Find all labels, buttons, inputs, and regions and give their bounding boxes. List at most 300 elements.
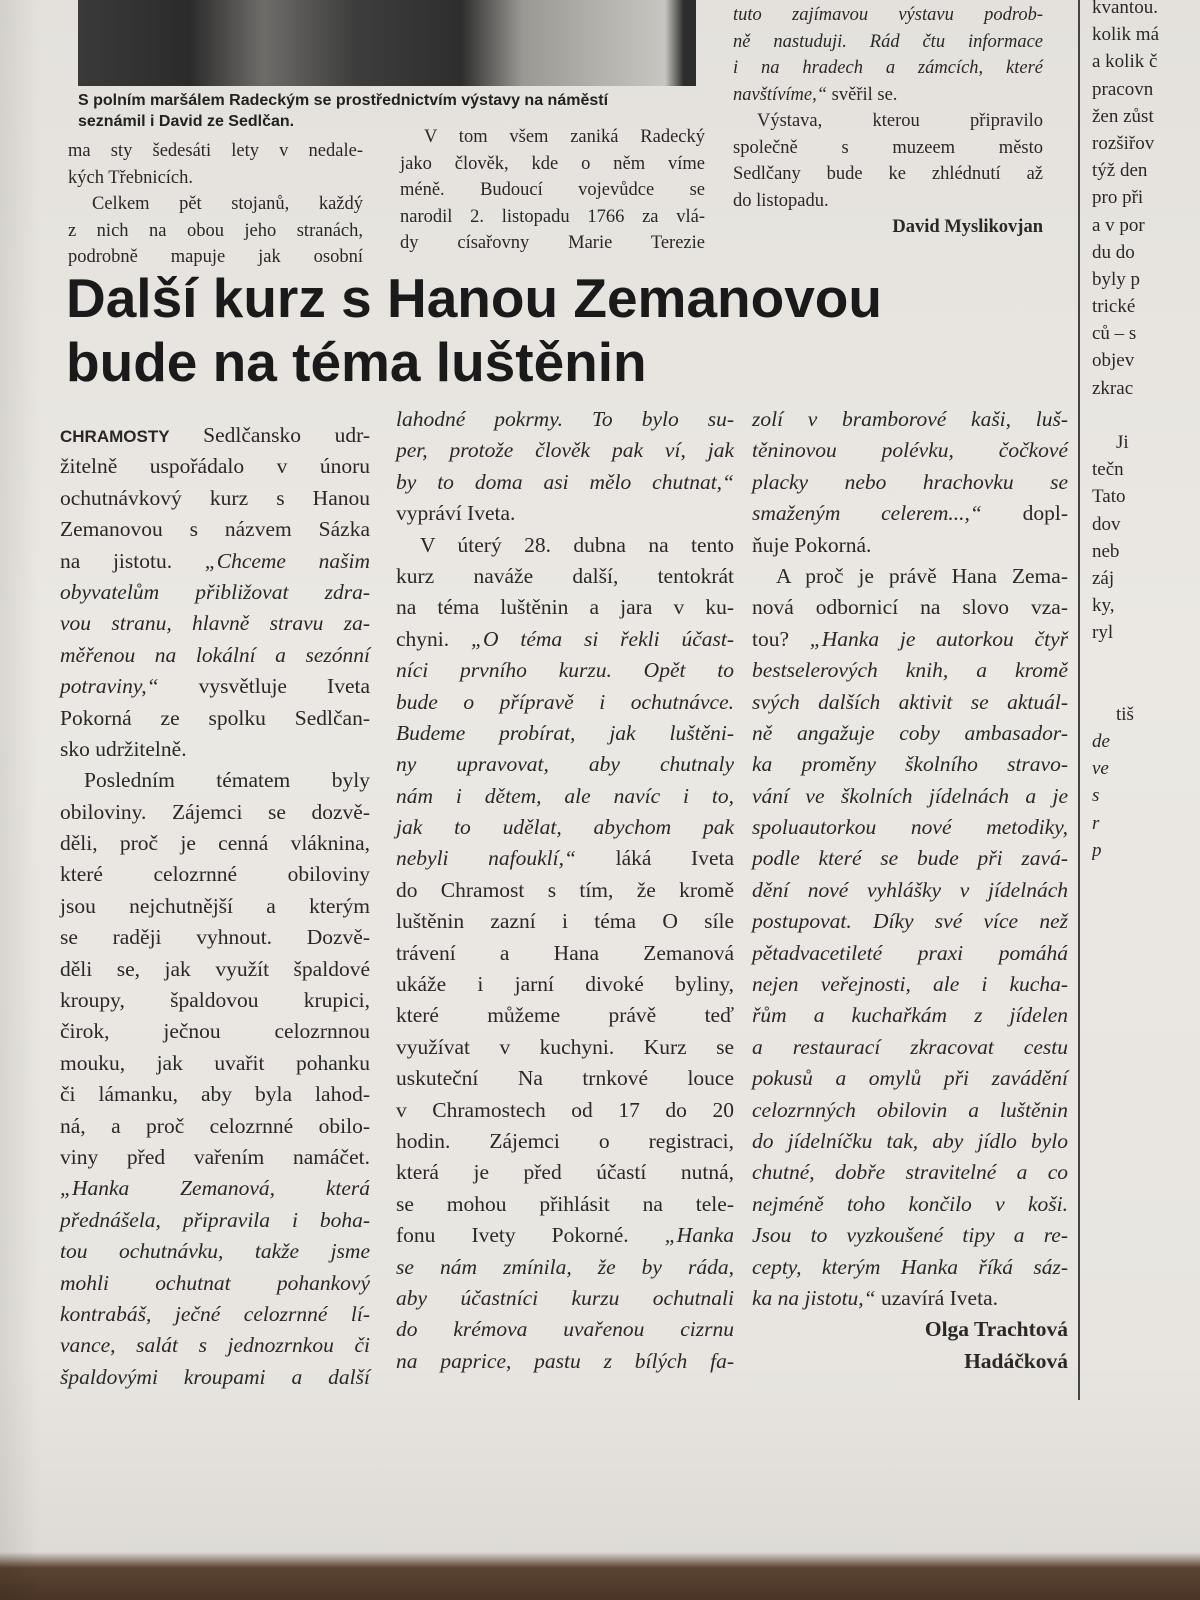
body-text: záj	[1092, 567, 1115, 589]
text-line	[1092, 402, 1200, 429]
text-line	[396, 1126, 734, 1157]
text-line	[396, 435, 734, 466]
text-line	[396, 498, 734, 529]
italic-quote-text: „Chceme našim	[204, 548, 370, 573]
body-text: obiloviny. Zájemci se dozvě-	[60, 799, 370, 824]
text-line	[1092, 728, 1200, 755]
body-text: žitelně uspořádalo v únoru	[60, 454, 370, 479]
column-divider	[1078, 0, 1080, 1400]
text-line	[396, 843, 734, 874]
italic-quote-text: těninovou polévku, čočkové	[752, 438, 1068, 463]
text-line	[60, 891, 370, 922]
next-article-column	[1092, 0, 1200, 894]
text-line	[396, 404, 734, 435]
text-line	[1092, 103, 1200, 130]
italic-quote-text: i na hradech a zámcích, které	[733, 58, 1043, 78]
text-line	[1092, 21, 1200, 48]
body-text: luštěnin zazní i téma O síle	[396, 909, 734, 934]
body-text: Pokorná ze spolku Sedlčan-	[60, 705, 370, 730]
text-line	[60, 1079, 370, 1110]
body-text: Sedlčansko udr-	[169, 423, 370, 447]
text-line	[396, 592, 734, 623]
text-line	[60, 1362, 370, 1393]
body-text: Zemanovou s názvem Sázka	[60, 517, 370, 542]
text-line	[68, 191, 363, 218]
italic-quote-text: ně angažuje coby ambasador-	[752, 720, 1068, 745]
italic-quote-text: níci prvního kurzu. Opět to	[396, 658, 734, 683]
text-line	[752, 1220, 1068, 1251]
text-line	[1092, 810, 1200, 837]
text-line	[60, 1016, 370, 1047]
text-line	[752, 687, 1068, 718]
text-line	[752, 1189, 1068, 1220]
body-text: do Chramost s tím, že kromě	[396, 877, 734, 902]
body-text: jsou nejchutnější a kterým	[60, 893, 370, 918]
body-text: svěřil se.	[827, 84, 898, 105]
text-line	[396, 1346, 734, 1377]
body-text: ukáže i jarní divoké byliny,	[396, 972, 734, 997]
text-line	[752, 1157, 1068, 1188]
italic-quote-text: smaženým celerem...,“	[752, 501, 982, 526]
body-text: na jistotu.	[60, 548, 205, 573]
italic-quote-text: Budeme probírat, jak luštěni-	[396, 720, 734, 745]
text-line	[396, 1252, 734, 1283]
italic-quote-text: přednášela, připravila i boha-	[60, 1207, 370, 1232]
body-text: tiš	[1116, 703, 1134, 725]
text-line	[752, 1000, 1068, 1031]
text-line	[60, 546, 370, 577]
italic-quote-text: vance, salát s jednozrnkou či	[60, 1333, 370, 1358]
text-line	[396, 1314, 734, 1345]
body-text: fonu Ivety Pokorné.	[396, 1223, 665, 1248]
byline-name: Olga Trachtová	[924, 1317, 1068, 1342]
italic-quote-text: obyvatelům přibližovat zdra-	[60, 579, 370, 604]
body-text: společně s muzeem město	[733, 137, 1043, 158]
article-column-3	[752, 404, 1068, 1377]
italic-quote-text: zolí v bramborové kaši, luš-	[752, 407, 1068, 431]
text-line	[733, 29, 1043, 56]
text-line	[396, 1095, 734, 1126]
text-line	[60, 703, 370, 734]
text-line	[60, 1330, 370, 1361]
text-line	[396, 624, 734, 655]
text-line	[1092, 456, 1200, 483]
text-line	[396, 467, 734, 498]
body-text: ňuje Pokorná.	[752, 532, 872, 557]
text-line	[1092, 266, 1200, 293]
dateline: CHRAMOSTY	[60, 427, 170, 446]
italic-quote-text: tuto zajímavou výstavu podrob-	[733, 5, 1043, 25]
text-line	[60, 828, 370, 859]
body-text: dopl-	[981, 501, 1068, 526]
text-line	[752, 1095, 1068, 1126]
text-line	[396, 1032, 734, 1063]
italic-quote-text: mohli ochutnat pohankový	[60, 1270, 370, 1295]
body-text: láká Iveta	[575, 846, 735, 871]
body-text: Celkem pět stojanů, každý	[92, 194, 363, 214]
body-text: rozšiřov	[1092, 132, 1155, 154]
text-line	[400, 151, 705, 178]
text-line	[1092, 184, 1200, 211]
text-line	[1092, 538, 1200, 565]
body-text: nová odbornicí na slovo vza-	[752, 595, 1068, 620]
text-line	[1092, 293, 1200, 320]
text-line	[1092, 782, 1200, 809]
text-line	[1092, 0, 1200, 21]
italic-quote-text: s	[1092, 785, 1100, 807]
italic-quote-text: ně nastuduji. Rád čtu informace	[733, 31, 1043, 52]
body-text: ců – s	[1092, 323, 1137, 345]
text-line	[1092, 347, 1200, 374]
body-text: zkrac	[1092, 377, 1134, 399]
article-column-1	[60, 420, 370, 1393]
body-text: objev	[1092, 350, 1135, 372]
italic-quote-text: ve	[1092, 758, 1109, 780]
text-line	[60, 765, 370, 796]
body-text: Sedlčany bude ke zhlédnutí až	[733, 164, 1043, 184]
text-line	[752, 530, 1068, 561]
text-line	[1092, 375, 1200, 402]
previous-article-column-2	[400, 124, 705, 257]
text-line	[60, 985, 370, 1016]
italic-quote-text: ka na jistotu,“	[752, 1285, 876, 1310]
text-line	[60, 734, 370, 765]
body-text: čirok, ječnou celozrnnou	[60, 1019, 370, 1044]
text-line	[400, 177, 705, 204]
body-text: ryl	[1092, 622, 1114, 644]
text-line	[396, 1000, 734, 1031]
body-text: děli se, jak využít špaldové	[60, 956, 370, 981]
text-line	[752, 467, 1068, 498]
text-line	[733, 55, 1043, 82]
italic-quote-text: cepty, kterým Hanka říká sáz-	[752, 1254, 1068, 1279]
text-line	[1092, 48, 1200, 75]
italic-quote-text: potraviny,“	[60, 674, 159, 699]
text-line	[68, 138, 363, 165]
italic-quote-text: špaldovými kroupami a další	[60, 1364, 370, 1389]
body-text: Výstava, kterou připravilo	[757, 111, 1043, 131]
text-line	[400, 124, 705, 151]
text-line	[60, 1205, 370, 1236]
body-text: či lámanku, aby byla lahod-	[60, 1082, 370, 1107]
italic-quote-text: na paprice, pastu z bílých fa-	[396, 1348, 734, 1373]
text-line	[752, 592, 1068, 623]
text-line	[1092, 592, 1200, 619]
text-line	[60, 1236, 370, 1267]
text-line	[396, 718, 734, 749]
italic-quote-text: bestselerových knih, a kromě	[752, 658, 1068, 683]
italic-quote-text: se nám zmínila, že by ráda,	[396, 1254, 734, 1279]
previous-article-column-3	[733, 2, 1043, 241]
body-text: z nich na obou jeho stranách,	[68, 220, 363, 241]
body-text: kvantou.	[1092, 0, 1158, 18]
text-line	[60, 797, 370, 828]
italic-quote-text: p	[1092, 839, 1102, 861]
body-text: se raději vyhnout. Dozvě-	[60, 925, 370, 950]
text-line	[396, 1220, 734, 1251]
italic-quote-text: r	[1092, 812, 1100, 834]
body-text: Tato	[1092, 486, 1126, 508]
text-line	[60, 483, 370, 514]
article-headline	[66, 266, 882, 394]
text-line	[60, 859, 370, 890]
text-line	[60, 577, 370, 608]
italic-quote-text: pětadvacetileté praxi pomáhá	[752, 940, 1068, 965]
text-line	[396, 1063, 734, 1094]
body-text: kroupy, špaldovou krupici,	[60, 988, 370, 1013]
body-text: ky,	[1092, 595, 1115, 617]
text-line	[60, 420, 370, 451]
body-text: tečn	[1092, 459, 1124, 481]
italic-quote-text: vání ve školních jídelnách a je	[752, 783, 1068, 808]
text-line	[60, 1142, 370, 1173]
text-line	[1092, 483, 1200, 510]
text-line	[1092, 212, 1200, 239]
text-line	[396, 1189, 734, 1220]
body-text: trické	[1092, 296, 1136, 318]
text-line	[752, 1063, 1068, 1094]
body-text: vypráví Iveta.	[396, 501, 516, 526]
text-line	[68, 165, 363, 192]
text-line	[1092, 701, 1200, 728]
body-text: a kolik č	[1092, 51, 1158, 73]
text-line	[396, 749, 734, 780]
body-text: vysvětluje Iveta	[158, 674, 370, 699]
text-line	[1092, 837, 1200, 864]
italic-quote-text: „Hanka je autorkou čtyř	[809, 626, 1068, 651]
italic-quote-text: aby účastníci kurzu ochutnali	[396, 1285, 734, 1310]
text-line	[396, 781, 734, 812]
text-line	[396, 812, 734, 843]
italic-quote-text: jak to udělat, abychom pak	[396, 815, 734, 840]
text-line	[733, 2, 1043, 29]
text-line	[60, 1299, 370, 1330]
body-text: neb	[1092, 540, 1120, 562]
text-line	[752, 561, 1068, 592]
italic-quote-text: postupovat. Díky své více než	[752, 909, 1068, 934]
body-text: ná, a proč celozrnné obilo-	[60, 1113, 370, 1138]
italic-quote-text: pokusů a omylů při zavádění	[752, 1066, 1068, 1091]
body-text: Ji	[1116, 432, 1129, 453]
text-line	[1092, 565, 1200, 592]
italic-quote-text: kontrabáš, ječné celozrnné lí-	[60, 1301, 370, 1326]
body-text: jako člověk, kde o něm víme	[400, 153, 705, 174]
text-line	[752, 875, 1068, 906]
italic-quote-text: měřenou na lokální a sezónní	[60, 642, 370, 667]
previous-article-byline: David Myslikovjan	[892, 217, 1043, 237]
text-line	[60, 954, 370, 985]
text-line	[733, 135, 1043, 162]
text-line	[1092, 320, 1200, 347]
text-line	[752, 498, 1068, 529]
italic-quote-text: nejméně toho končilo v koši.	[752, 1191, 1068, 1216]
page-fold-shadow	[0, 0, 40, 1600]
italic-quote-text: by to doma asi mělo chutnat,“	[396, 469, 734, 494]
italic-quote-text: vou stranu, hlavně stravu za-	[60, 611, 370, 636]
text-line	[396, 530, 734, 561]
italic-quote-text: „Hanka	[664, 1223, 734, 1248]
caption-line-2: seznámil i David ze Sedlčan.	[78, 113, 295, 130]
body-text: trávení a Hana Zemanová	[396, 940, 734, 965]
text-line	[396, 655, 734, 686]
body-text: které můžeme právě teď	[396, 1003, 734, 1028]
text-line	[752, 624, 1068, 655]
body-text: které celozrnné obiloviny	[60, 862, 370, 887]
text-line	[60, 608, 370, 639]
text-line	[1092, 239, 1200, 266]
text-line	[1092, 429, 1200, 456]
text-line	[60, 922, 370, 953]
text-line	[60, 640, 370, 671]
body-text: do listopadu.	[733, 190, 829, 211]
body-text: kých Třebnicích.	[68, 167, 194, 188]
article-photo	[78, 0, 696, 86]
italic-quote-text: řům a kuchařkám z jídelen	[752, 1003, 1068, 1028]
italic-quote-text: de	[1092, 731, 1110, 753]
italic-quote-text: per, protože člověk pak ví, jak	[396, 438, 734, 463]
text-line	[60, 514, 370, 545]
text-line	[60, 1268, 370, 1299]
text-line	[752, 655, 1068, 686]
text-line	[60, 1048, 370, 1079]
text-line	[752, 969, 1068, 1000]
italic-quote-text: chutné, dobře stravitelné a co	[752, 1160, 1068, 1185]
body-text: děli, proč je cenná vláknina,	[60, 831, 370, 856]
article-column-2	[396, 404, 734, 1377]
text-line	[1092, 76, 1200, 103]
text-line	[60, 451, 370, 482]
body-text: uzavírá Iveta.	[875, 1285, 998, 1310]
italic-quote-text: „O téma si řekli účast-	[471, 626, 734, 651]
italic-quote-text: „Hanka Zemanová, která	[60, 1176, 370, 1201]
body-text: ochutnávkový kurz s Hanou	[60, 485, 370, 510]
text-line	[396, 969, 734, 1000]
text-line	[60, 671, 370, 702]
body-text: kolik má	[1092, 24, 1160, 46]
text-line	[752, 781, 1068, 812]
text-line	[396, 1157, 734, 1188]
body-text: mouku, jak uvařit pohanku	[60, 1050, 370, 1075]
body-text: se mohou přihlásit na tele-	[396, 1191, 734, 1216]
body-text: tou?	[752, 626, 810, 651]
body-text: kurz naváže další, tentokrát	[396, 563, 734, 588]
body-text: podrobně mapuje jak osobní	[68, 247, 363, 267]
body-text: žen zůst	[1092, 105, 1154, 127]
text-line	[60, 1173, 370, 1204]
text-line	[752, 938, 1068, 969]
text-line	[752, 1283, 1068, 1314]
body-text: využívat v kuchyni. Kurz se	[396, 1034, 734, 1059]
italic-quote-text: Jsou to vyzkoušené tipy a re-	[752, 1223, 1068, 1248]
italic-quote-text: ka proměny školního stravo-	[752, 752, 1068, 777]
text-line	[752, 1032, 1068, 1063]
italic-quote-text: celozrnných obilovin a luštěnin	[752, 1097, 1068, 1122]
body-text: týž den	[1092, 160, 1148, 182]
headline-line-1: Další kurz s Hanou Zemanovou	[66, 267, 883, 329]
body-text: narodil 2. listopadu 1766 za vlá-	[400, 206, 705, 227]
previous-article-column-1	[68, 138, 363, 271]
italic-quote-text: navštívíme,“	[733, 84, 828, 105]
italic-quote-text: dění nové vyhlášky v jídelnách	[752, 877, 1068, 902]
italic-quote-text: do krémova uvařenou cizrnu	[396, 1317, 734, 1342]
body-text: Posledním tématem byly	[84, 768, 370, 793]
text-line	[1092, 130, 1200, 157]
italic-quote-text: tou ochutnávku, takže jsme	[60, 1239, 370, 1264]
body-text: byly p	[1092, 268, 1141, 290]
italic-quote-text: nejen veřejnosti, ale i kucha-	[752, 972, 1068, 997]
text-line	[400, 204, 705, 231]
body-text: ma sty šedesáti lety v nedale-	[68, 141, 363, 161]
text-line	[396, 938, 734, 969]
body-text: pro při	[1092, 187, 1144, 209]
body-text: dy císařovny Marie Terezie	[400, 233, 705, 253]
text-line	[1092, 619, 1200, 646]
text-line	[733, 161, 1043, 188]
body-text: a v por	[1092, 214, 1145, 236]
italic-quote-text: svých dalších aktivit se aktuál-	[752, 689, 1068, 714]
italic-quote-text: a restaurací zkracovat cestu	[752, 1034, 1068, 1059]
body-text: du do	[1092, 241, 1135, 263]
byline-surname: Hadáčková	[964, 1348, 1068, 1373]
italic-quote-text: nebyli nafouklí,“	[396, 846, 576, 871]
body-text: uskuteční Na trnkové louce	[396, 1066, 734, 1091]
body-text: A proč je právě Hana Zema-	[776, 563, 1068, 588]
text-line	[752, 1126, 1068, 1157]
italic-quote-text: spoluautorkou nové metodiky,	[752, 815, 1068, 840]
body-text: v Chramostech od 17 do 20	[396, 1097, 734, 1122]
text-line	[396, 687, 734, 718]
text-line	[396, 875, 734, 906]
text-line	[752, 1252, 1068, 1283]
text-line	[396, 561, 734, 592]
text-line	[752, 812, 1068, 843]
text-line	[752, 404, 1068, 435]
text-line	[400, 230, 705, 257]
body-text: chyni.	[396, 626, 471, 651]
italic-quote-text: bude o přípravě i ochutnávce.	[396, 689, 734, 714]
body-text: méně. Budoucí vojevůdce se	[400, 180, 705, 200]
text-line	[1092, 755, 1200, 782]
text-line	[752, 749, 1068, 780]
body-text: pracovn	[1092, 78, 1154, 100]
italic-quote-text: do jídelníčku tak, aby jídlo bylo	[752, 1128, 1068, 1153]
text-line	[1092, 674, 1200, 701]
text-line	[752, 843, 1068, 874]
body-text: V úterý 28. dubna na tento	[420, 532, 734, 557]
headline-line-2: bude na téma luštěnin	[66, 331, 647, 393]
body-text: na téma luštěnin a jara v ku-	[396, 595, 734, 620]
text-line	[1092, 511, 1200, 538]
text-line	[396, 906, 734, 937]
body-text: dov	[1092, 513, 1121, 535]
italic-quote-text: placky nebo hrachovku se	[752, 469, 1068, 494]
text-line	[752, 718, 1068, 749]
body-text: V tom všem zaniká Radecký	[424, 127, 705, 147]
text-line	[733, 188, 1043, 215]
body-text: sko udržitelně.	[60, 736, 187, 761]
body-text: viny před vařením namáčet.	[60, 1144, 370, 1169]
text-line	[1092, 647, 1200, 674]
italic-quote-text: podle které se bude při zavá-	[752, 846, 1068, 871]
italic-quote-text: lahodné pokrmy. To bylo su-	[396, 407, 734, 431]
text-line	[68, 218, 363, 245]
italic-quote-text: nám i dětem, ale navíc i to,	[396, 783, 734, 808]
text-line	[752, 906, 1068, 937]
text-line	[1092, 157, 1200, 184]
body-text: která je před účastí nutná,	[396, 1160, 734, 1185]
text-line	[752, 435, 1068, 466]
text-line	[60, 1111, 370, 1142]
